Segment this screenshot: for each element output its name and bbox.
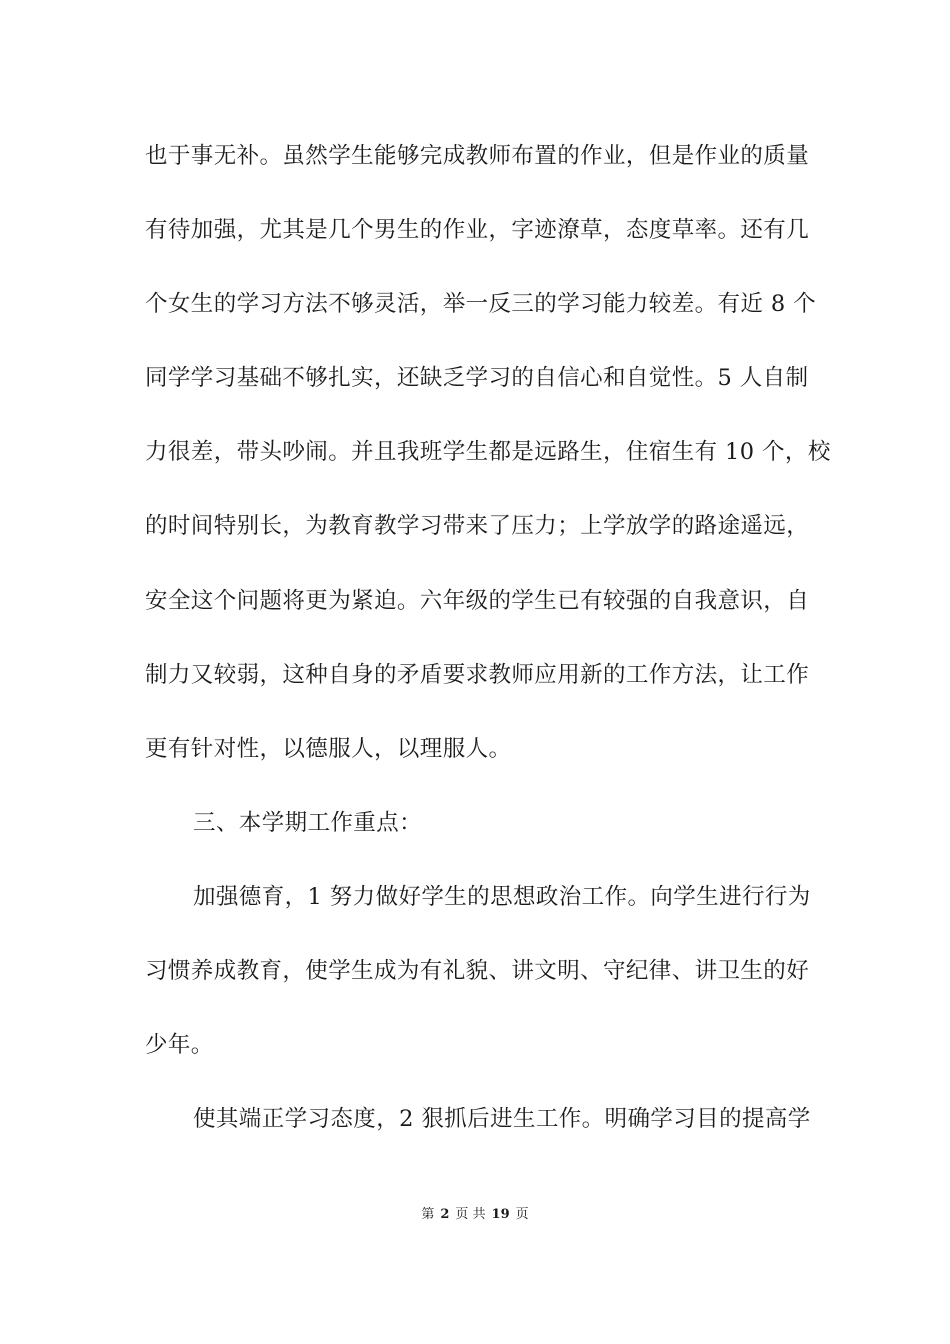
footer-prefix: 第 bbox=[421, 1207, 435, 1222]
body-text-line: 有待加强，尤其是几个男生的作业，字迹潦草，态度草率。还有几 bbox=[145, 217, 810, 243]
total-pages-number: 19 bbox=[491, 1207, 510, 1222]
body-text-line: 习惯养成教育，使学生成为有礼貌、讲文明、守纪律、讲卫生的好 bbox=[145, 958, 810, 984]
body-text-line: 更有针对性，以德服人，以理服人。 bbox=[145, 736, 512, 762]
footer-suffix: 页 bbox=[515, 1207, 529, 1222]
section-heading: 三、本学期工作重点： bbox=[193, 810, 423, 836]
body-text-line: 安全这个问题将更为紧迫。六年级的学生已有较强的自我意识，自 bbox=[145, 588, 810, 614]
body-text-line: 加强德育，1 努力做好学生的思想政治工作。向学生进行行为 bbox=[193, 884, 811, 910]
body-text-line: 制力又较弱，这种自身的矛盾要求教师应用新的工作方法，让工作 bbox=[145, 662, 810, 688]
body-text-line: 也于事无补。虽然学生能够完成教师布置的作业，但是作业的质量 bbox=[145, 143, 810, 169]
current-page-number: 2 bbox=[440, 1207, 450, 1222]
body-text-line: 少年。 bbox=[145, 1032, 214, 1058]
footer-middle: 页 共 bbox=[455, 1207, 486, 1222]
body-text-line: 使其端正学习态度，2 狠抓后进生工作。明确学习目的提高学 bbox=[193, 1106, 811, 1132]
body-text-line: 同学学习基础不够扎实，还缺乏学习的自信心和自觉性。5 人自制 bbox=[145, 365, 809, 391]
page-footer bbox=[0, 1206, 950, 1224]
body-text-line: 个女生的学习方法不够灵活，举一反三的学习能力较差。有近 8 个 bbox=[145, 291, 817, 317]
body-text-line: 的时间特别长，为教育教学习带来了压力；上学放学的路途遥远， bbox=[145, 513, 810, 539]
body-text-line: 力很差，带头吵闹。并且我班学生都是远路生，住宿生有 10 个，校 bbox=[145, 439, 831, 465]
